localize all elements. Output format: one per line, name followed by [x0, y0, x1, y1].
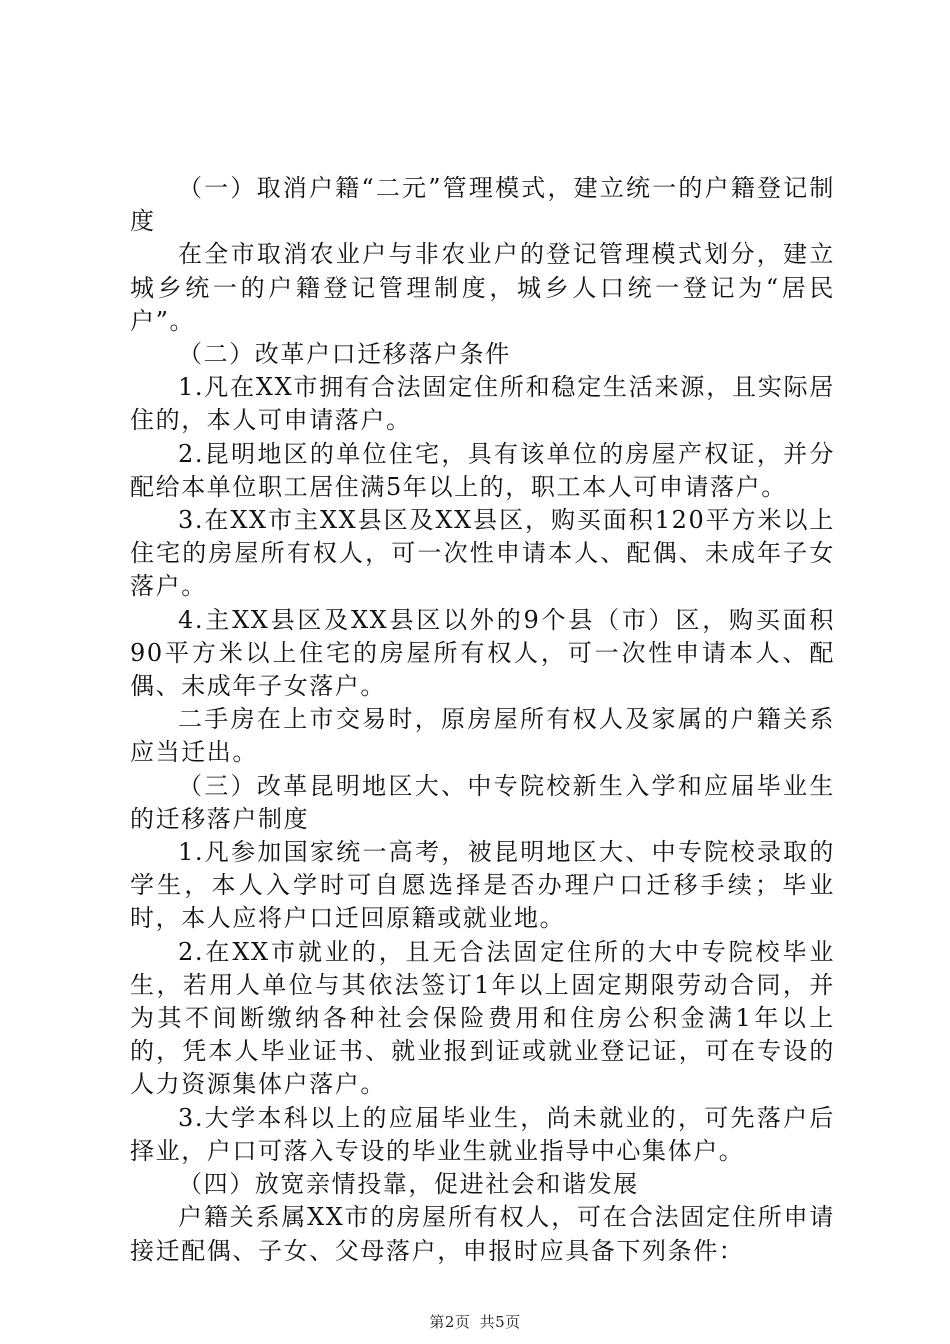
paragraph: 在全市取消农业户与非农业户的登记管理模式划分，建立城乡统一的户籍登记管理制度，城乡人口统一登记为“居民户”。: [130, 240, 835, 335]
list-item: 2.昆明地区的单位住宅，具有该单位的房屋产权证，并分配给本单位职工居住满5年以上的，职工本人可申请落户。: [130, 439, 835, 501]
list-item: 2.在XX市就业的，且无合法固定住所的大中专院校毕业生，若用人单位与其依法签订1年以上固定期限劳动合同，并为其不间断缴纳各种社会保险费用和住房公积金满1年以上的，凭本人毕业证书、就业报到证或就业登记证，可在专设的人力资源集体户落户。: [130, 937, 835, 1099]
section-heading-3: （三）改革昆明地区大、中专院校新生入学和应届毕业生的迁移落户制度: [130, 771, 835, 833]
paragraph: 户籍关系属XX市的房屋所有权人，可在合法固定住所申请接迁配偶、子女、父母落户，申报时应具备下列条件：: [130, 1203, 835, 1265]
section-heading-2: （二）改革户口迁移落户条件: [178, 340, 511, 369]
section-heading-4: （四）放宽亲情投靠，促进社会和谐发展: [178, 1170, 639, 1199]
paragraph: 二手房在上市交易时，原房屋所有权人及家属的户籍关系应当迁出。: [130, 705, 835, 767]
list-item: 1.凡参加国家统一高考，被昆明地区大、中专院校录取的学生，本人入学时可自愿选择是否办理户口迁移手续；毕业时，本人应将户口迁回原籍或就业地。: [130, 838, 835, 933]
list-item: 3.大学本科以上的应届毕业生，尚未就业的，可先落户后择业，户口可落入专设的毕业生就业指导中心集体户。: [130, 1103, 835, 1165]
list-item: 3.在XX市主XX县区及XX县区，购买面积120平方米以上住宅的房屋所有权人，可一次性申请本人、配偶、未成年子女落户。: [130, 506, 835, 601]
page-total: 共5页: [479, 1313, 521, 1331]
section-heading-1: （一）取消户籍“二元”管理模式，建立统一的户籍登记制度: [130, 174, 835, 236]
page-number: 第2页: [429, 1313, 471, 1331]
list-item: 4.主XX县区及XX县区以外的9个县（市）区，购买面积90平方米以上住宅的房屋所有权人，可一次性申请本人、配偶、未成年子女落户。: [130, 605, 835, 701]
document-body: [130, 172, 835, 1268]
page-footer: [0, 1312, 950, 1332]
list-item: 1.凡在XX市拥有合法固定住所和稳定生活来源，且实际居住的，本人可申请落户。: [130, 373, 835, 435]
